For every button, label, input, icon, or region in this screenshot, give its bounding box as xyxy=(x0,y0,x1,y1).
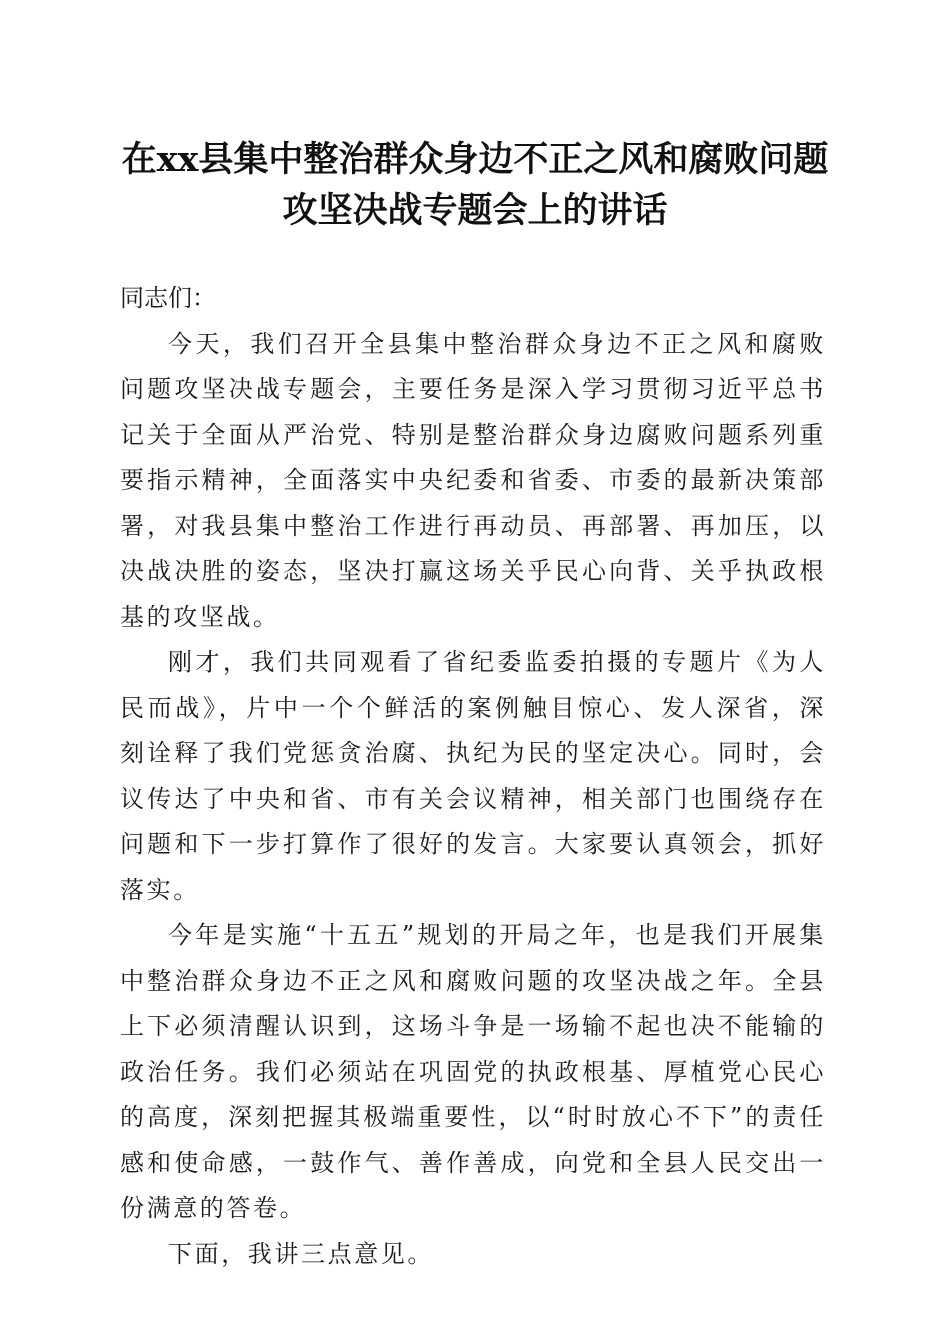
document-body xyxy=(120,276,826,1277)
paragraph-film: 刚才，我们共同观看了省纪委监委拍摄的专题片《为人民而战》，片中一个个鲜活的案例触目惊心、发人深省，深刻诠释了我们党惩贪治腐、执纪为民的坚定决心。同时，会议传达了中央和省、市有关会议精神，相关部门也围绕存在问题和下一步打算作了很好的发言。大家要认真领会，抓好落实。 xyxy=(120,648,826,904)
document-title: 在xx县集中整治群众身边不正之风和腐败问题攻坚决战专题会上的讲话 xyxy=(121,139,829,231)
paragraph-significance: 今年是实施“十五五”规划的开局之年，也是我们开展集中整治群众身边不正之风和腐败问题的攻坚决战之年。全县上下必须清醒认识到，这场斗争是一场输不起也决不能输的政治任务。我们必须站在巩固党的执政根基、厚植党心民心的高度，深刻把握其极端重要性，以“时时放心不下”的责任感和使命感，一鼓作气、善作善成，向党和全县人民交出一份满意的答卷。 xyxy=(120,921,826,1222)
paragraph-transition: 下面，我讲三点意见。 xyxy=(168,1239,434,1268)
salutation: 同志们： xyxy=(120,284,216,312)
paragraph-opening: 今天，我们召开全县集中整治群众身边不正之风和腐败问题攻坚决战专题会，主要任务是深入学习贯彻习近平总书记关于全面从严治党、特别是整治群众身边腐败问题系列重要指示精神，全面落实中央纪委和省委、市委的最新决策部署，对我县集中整治工作进行再动员、再部署、再加压，以决战决胜的姿态，坚决打赢这场关乎民心向背、关乎执政根基的攻坚战。 xyxy=(120,329,826,631)
